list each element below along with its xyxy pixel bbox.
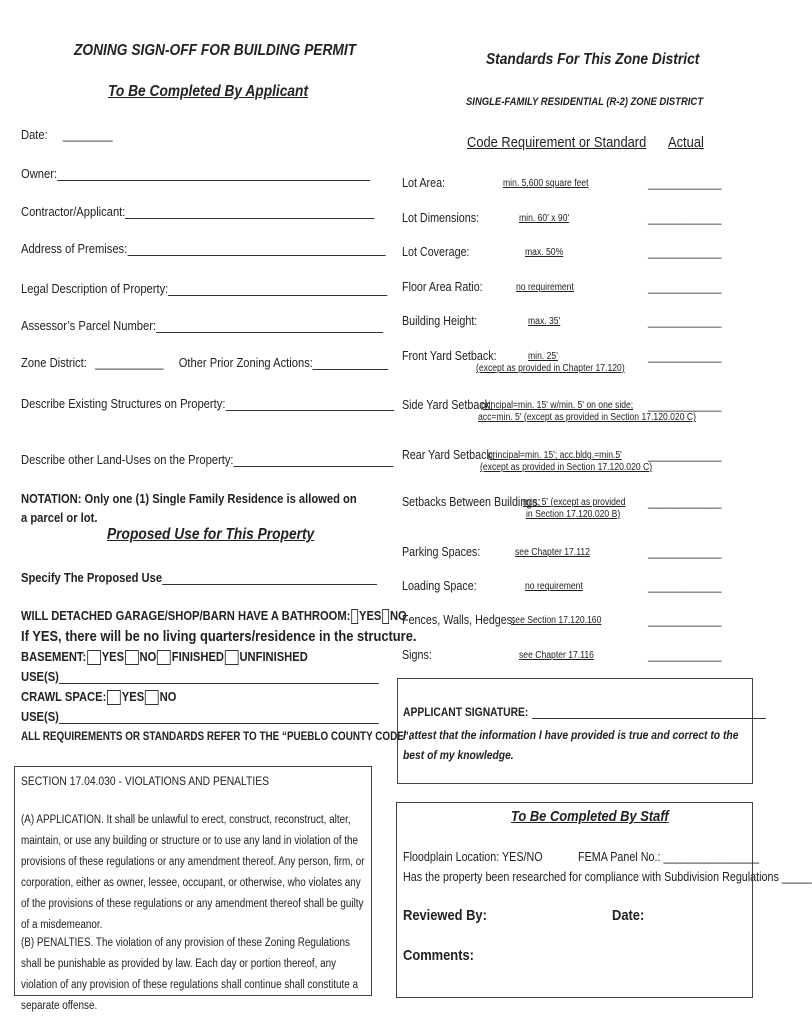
- garage-yes-checkbox[interactable]: [351, 609, 358, 624]
- standards-heading: Standards For This Zone District: [486, 51, 700, 68]
- attestation: I attest that the information I have provided is true and correct to the best of my knowledge.: [403, 728, 739, 762]
- standard-value: max. 50%: [525, 247, 564, 258]
- comments-label: Comments:: [403, 947, 474, 964]
- signature-label: APPLICANT SIGNATURE: [403, 705, 525, 719]
- garage-row: [21, 608, 407, 624]
- basement-unfinished-checkbox[interactable]: [225, 650, 239, 665]
- garage-question: WILL DETACHED GARAGE/SHOP/BARN HAVE A BATHROOM:: [21, 608, 351, 623]
- standard-label: Building Height:: [402, 314, 478, 328]
- all-requirements: ALL REQUIREMENTS OR STANDARDS REFER TO THE “PUEBLO COUNTY CODE”.: [21, 731, 412, 743]
- standard-value: min. 5,600 square feet: [503, 178, 589, 189]
- signature-row: APPLICANT SIGNATURE:: [403, 705, 766, 719]
- other-actions-field[interactable]: [313, 357, 389, 370]
- standard-value: principal=min. 15' w/min. 5' on one side;: [481, 400, 634, 411]
- fema-row: [578, 850, 759, 864]
- garage-no-checkbox[interactable]: [382, 609, 389, 624]
- basement-unfinished-label: UNFINISHED: [239, 649, 308, 664]
- owner-field[interactable]: [57, 168, 370, 181]
- standard-note: acc=min. 5' (except as provided in Section 17.120.020 C): [478, 412, 696, 423]
- col-actual-header: Actual: [668, 134, 704, 151]
- form-title: ZONING SIGN-OFF FOR BUILDING PERMIT: [74, 42, 357, 59]
- specify-label: Specify The Proposed Use: [21, 570, 163, 585]
- standard-actual-field[interactable]: ___________: [648, 579, 722, 593]
- researched-label: Has the property been researched for compliance with Subdivision Regulations: [403, 870, 779, 884]
- basement-label: BASEMENT:: [21, 649, 87, 664]
- standard-value: see Chapter 17.116: [519, 650, 594, 661]
- parcel-field[interactable]: [156, 320, 383, 333]
- fema-field[interactable]: ________________: [663, 850, 760, 864]
- legal-label: Legal Description of Property:: [21, 281, 169, 296]
- no-living-notice: If YES, there will be no living quarters/residence in the structure.: [21, 628, 417, 645]
- existing-field[interactable]: [225, 398, 394, 411]
- address-field[interactable]: [127, 243, 385, 256]
- standard-label: Lot Dimensions:: [402, 211, 480, 225]
- other-actions-label: Other Prior Zoning Actions:: [178, 355, 313, 370]
- basement-uses-row: [21, 669, 379, 684]
- staff-heading: To Be Completed By Staff: [511, 808, 669, 825]
- standard-note: (except as provided in Section 17.120.020 C): [480, 462, 653, 473]
- basement-row: [21, 649, 308, 665]
- date-label: Date:: [21, 127, 48, 142]
- owner-row: [21, 166, 370, 181]
- legal-row: [21, 281, 388, 296]
- contractor-label: Contractor/Applicant:: [21, 204, 126, 219]
- standard-actual-field[interactable]: ___________: [648, 613, 722, 627]
- violations-application: (A) APPLICATION. It shall be unlawful to erect, construct, reconstruct, alter, maintain, or use any building or structure or to use any land in violation of the provisions of these regulations or any amendment thereof. Any person, firm, or corporation, either as owner, lessee, occupant, or otherwise, who violates any of the provisions of these regulations or any amendment thereof shall be guilty of a misdemeanor.: [21, 814, 365, 931]
- landuses-row: [21, 452, 394, 467]
- standard-actual-field[interactable]: ___________: [648, 245, 722, 259]
- violations-penalties: (B) PENALTIES. The violation of any provision of these Zoning Regulations shall be punishable as provided by law. Each day or portion thereof, any violation of any provision of these regulations shall continue shall constitute a separate offense.: [21, 937, 359, 1012]
- specify-field[interactable]: [162, 572, 377, 585]
- landuses-field[interactable]: [234, 454, 394, 467]
- zone-row: [21, 355, 389, 370]
- landuses-label: Describe other Land-Uses on the Property:: [21, 452, 234, 467]
- standard-value: no requirement: [516, 282, 574, 293]
- basement-no-checkbox[interactable]: [125, 650, 139, 665]
- crawl-yes-label: YES: [121, 689, 145, 704]
- standard-actual-field[interactable]: ___________: [648, 495, 722, 509]
- owner-label: Owner:: [21, 166, 58, 181]
- basement-finished-label: FINISHED: [171, 649, 224, 664]
- staff-box: [396, 802, 753, 998]
- standard-value: see Chapter 17.112: [515, 547, 590, 558]
- specify-row: [21, 570, 377, 585]
- standard-note: (except as provided in Chapter 17.120): [476, 363, 625, 374]
- zone-field[interactable]: ___________: [95, 355, 164, 370]
- existing-row: [21, 396, 394, 411]
- researched-row: [403, 870, 812, 884]
- contractor-field[interactable]: [125, 206, 374, 219]
- garage-yes-label: YES: [358, 608, 382, 623]
- standard-note: in Section 17.120.020 B): [526, 509, 621, 520]
- zone-label: Zone District:: [21, 355, 87, 370]
- crawl-uses-field[interactable]: [59, 711, 379, 724]
- standard-value: min. 25': [528, 351, 558, 362]
- existing-label: Describe Existing Structures on Property:: [21, 396, 226, 411]
- standard-actual-field[interactable]: ___________: [648, 314, 722, 328]
- standard-label: Floor Area Ratio:: [402, 280, 483, 294]
- crawl-no-label: NO: [159, 689, 177, 704]
- standard-actual-field[interactable]: ___________: [648, 176, 722, 190]
- basement-uses-label: USE(S): [21, 669, 59, 684]
- date-row: [21, 127, 113, 142]
- contractor-row: [21, 204, 375, 219]
- violations-title: SECTION 17.04.030 - VIOLATIONS AND PENALTIES: [21, 774, 269, 788]
- notation: NOTATION: Only one (1) Single Family Residence is allowed on a parcel or lot.: [21, 491, 357, 525]
- standard-actual-field[interactable]: ___________: [648, 448, 722, 462]
- crawl-label: CRAWL SPACE:: [21, 689, 107, 704]
- address-row: [21, 241, 385, 256]
- proposed-heading: Proposed Use for This Property: [107, 526, 315, 543]
- standard-label: Side Yard Setback:: [402, 398, 494, 412]
- garage-no-label: NO: [389, 608, 407, 623]
- standard-label: Parking Spaces:: [402, 545, 481, 559]
- crawl-uses-row: [21, 709, 379, 724]
- zone-district-name: SINGLE-FAMILY RESIDENTIAL (R-2) ZONE DISTRICT: [466, 96, 704, 108]
- legal-field[interactable]: [168, 283, 387, 296]
- standard-actual-field[interactable]: ___________: [648, 545, 722, 559]
- researched-field[interactable]: _____: [781, 870, 812, 884]
- standard-value: principal=min. 15'; acc.bldg.=min.5': [488, 450, 622, 461]
- standard-value: min. 60' x 90': [519, 213, 570, 224]
- standard-value: min. 5' (except as provided: [523, 497, 626, 508]
- standard-label: Fences, Walls, Hedges:: [402, 613, 516, 627]
- standard-actual-field[interactable]: ___________: [648, 648, 722, 662]
- basement-no-label: NO: [139, 649, 157, 664]
- standard-label: Lot Coverage:: [402, 245, 470, 259]
- standard-actual-field[interactable]: ___________: [648, 280, 722, 294]
- standard-actual-field[interactable]: ___________: [648, 398, 722, 412]
- fema-label: FEMA Panel No.:: [578, 850, 661, 864]
- crawl-no-checkbox[interactable]: [145, 690, 159, 705]
- standard-value: max. 35': [528, 316, 561, 327]
- basement-yes-checkbox[interactable]: [87, 650, 101, 665]
- basement-finished-checkbox[interactable]: [157, 650, 171, 665]
- staff-date-label: Date:: [612, 907, 645, 924]
- standard-label: Front Yard Setback:: [402, 349, 497, 363]
- crawl-uses-label: USE(S): [21, 709, 59, 724]
- basement-uses-field[interactable]: [59, 671, 379, 684]
- date-field[interactable]: ________: [62, 127, 113, 142]
- signature-field[interactable]: [532, 706, 766, 719]
- floodplain-label: Floodplain Location: YES/NO: [403, 850, 543, 864]
- applicant-heading: To Be Completed By Applicant: [108, 83, 309, 100]
- address-label: Address of Premises:: [21, 241, 128, 256]
- standard-label: Lot Area:: [402, 176, 446, 190]
- standard-value: see Section 17.120.160: [511, 615, 602, 626]
- parcel-label: Assessor’s Parcel Number:: [21, 318, 157, 333]
- standard-actual-field[interactable]: ___________: [648, 211, 722, 225]
- standard-label: Setbacks Between Buildings:: [402, 495, 541, 509]
- crawl-row: [21, 689, 176, 705]
- standard-value: no requirement: [525, 581, 583, 592]
- parcel-row: [21, 318, 383, 333]
- standard-label: Rear Yard Setback:: [402, 448, 495, 462]
- standard-label: Signs:: [402, 648, 432, 662]
- standard-label: Loading Space:: [402, 579, 477, 593]
- standard-actual-field[interactable]: ___________: [648, 349, 722, 363]
- reviewed-by-label: Reviewed By:: [403, 907, 487, 924]
- crawl-yes-checkbox[interactable]: [107, 690, 121, 705]
- col-requirement-header: Code Requirement or Standard: [467, 134, 647, 151]
- basement-yes-label: YES: [101, 649, 125, 664]
